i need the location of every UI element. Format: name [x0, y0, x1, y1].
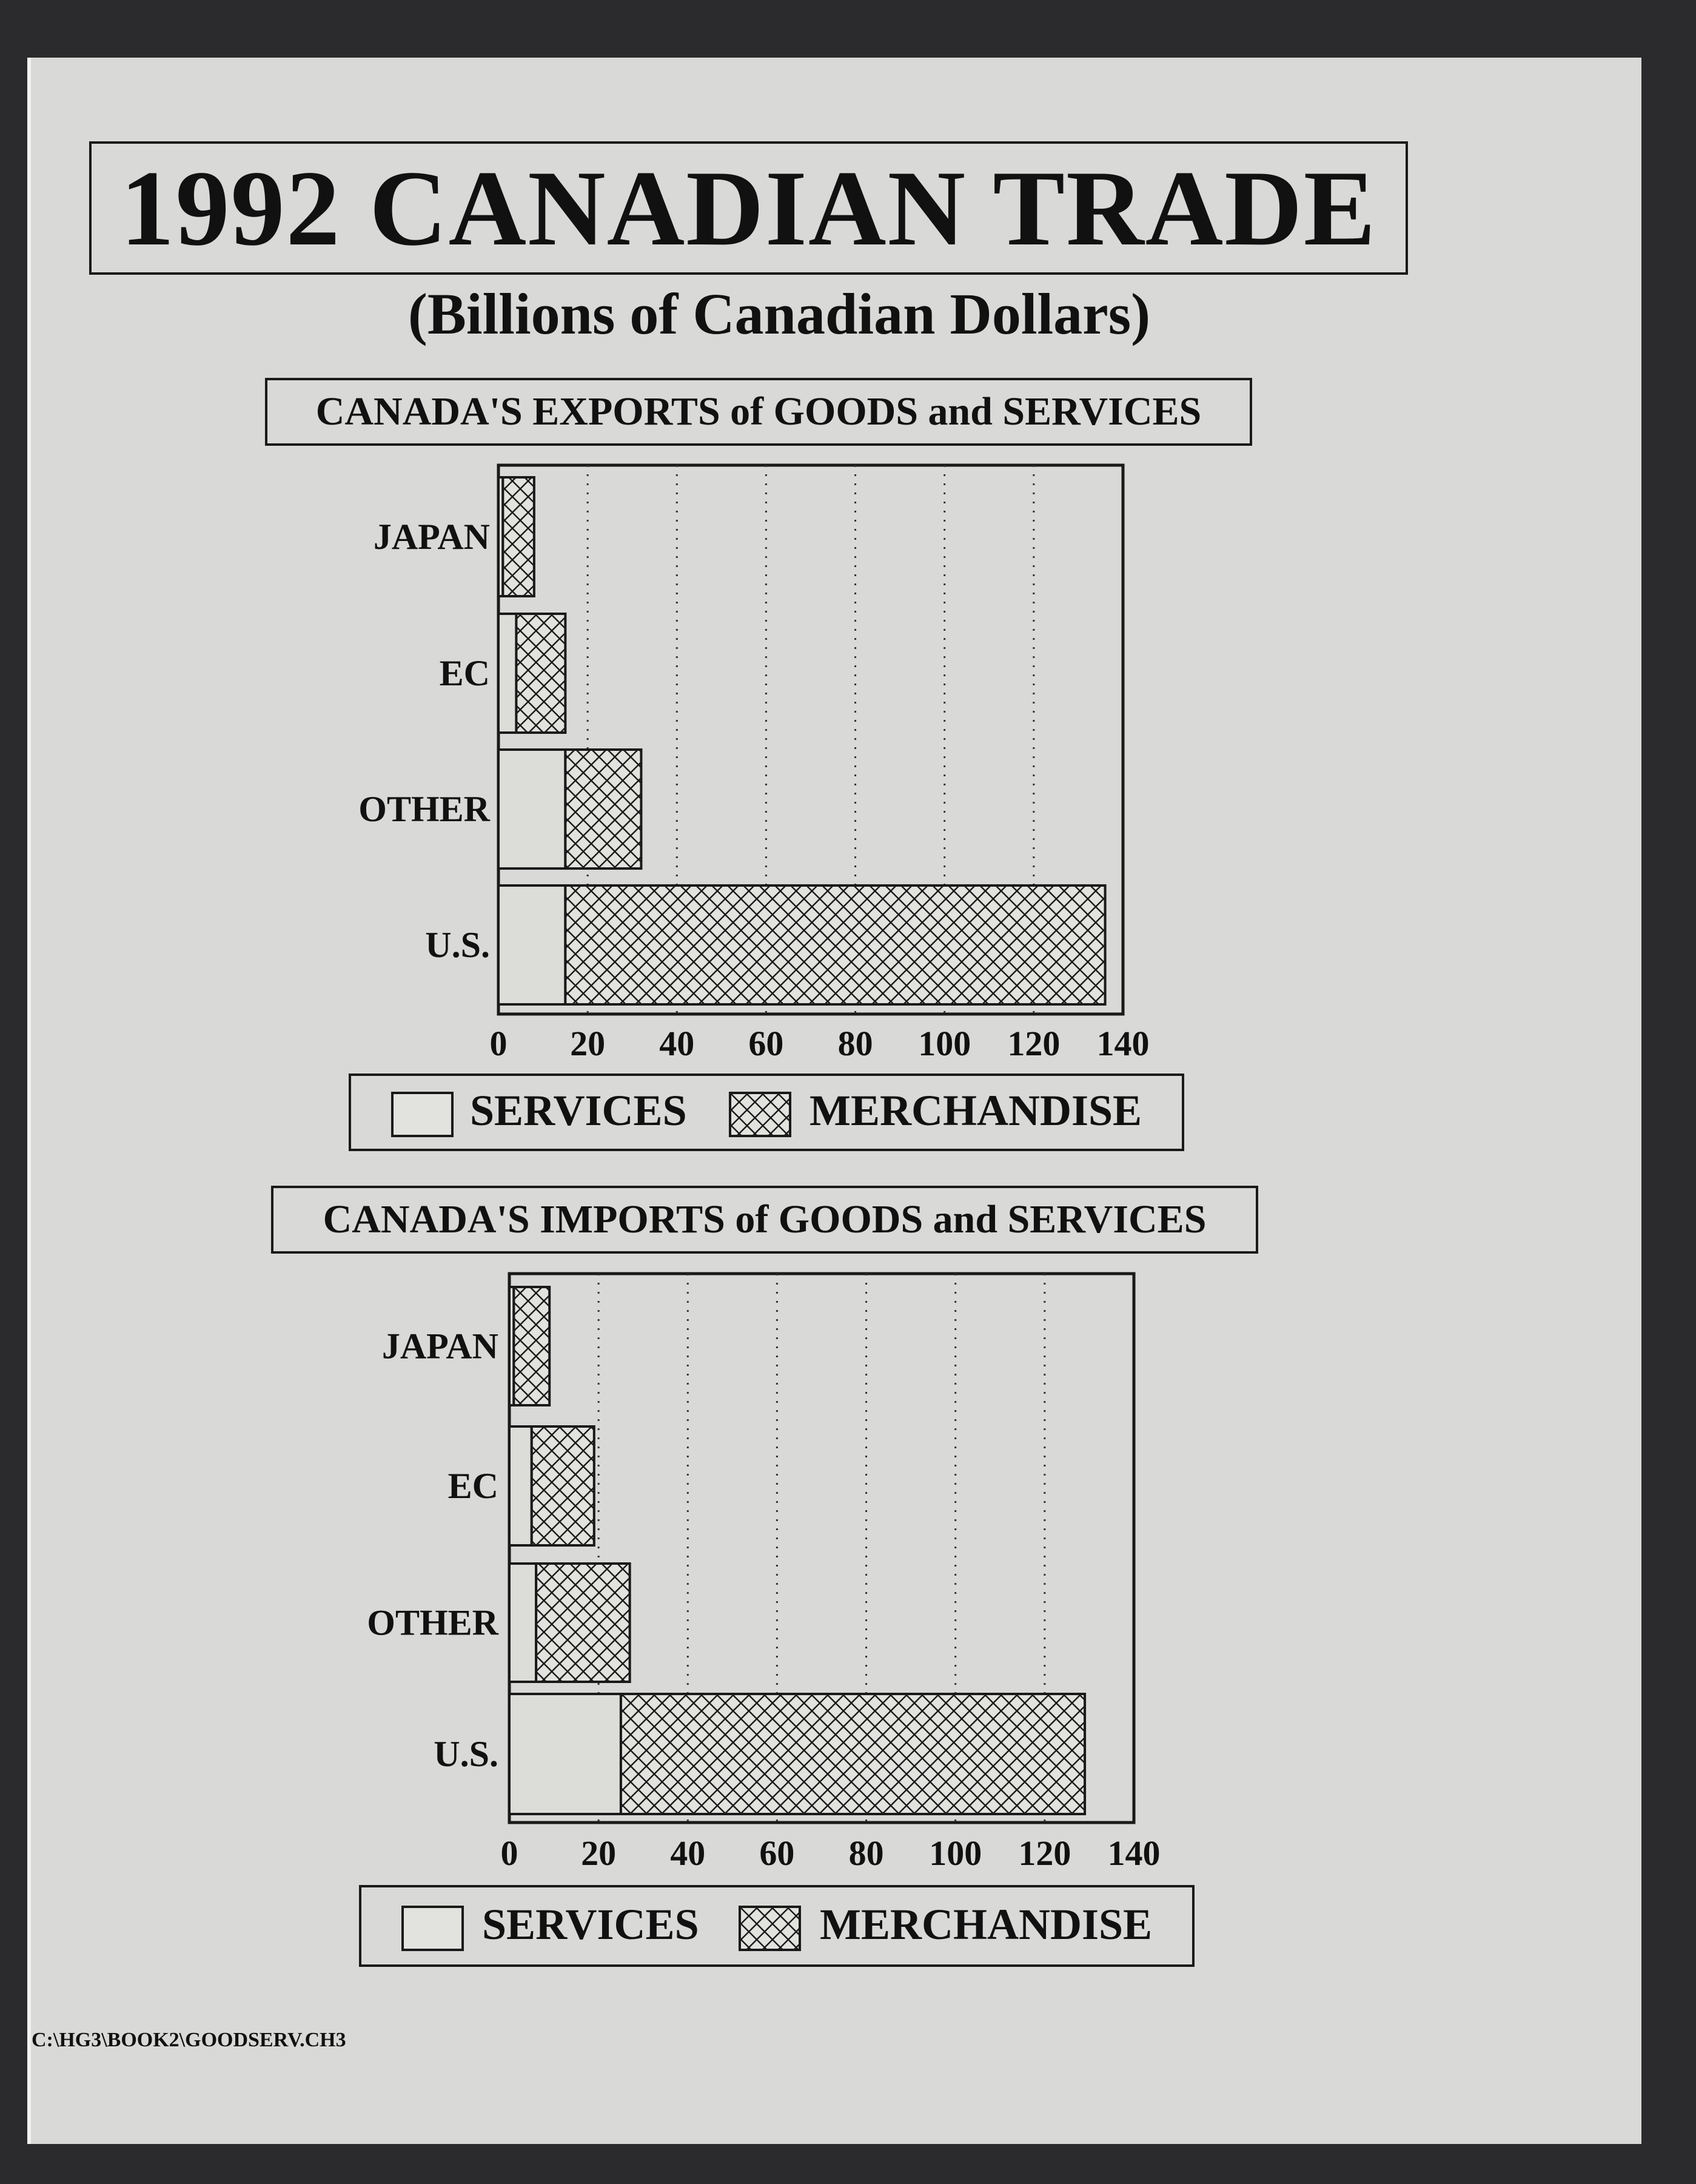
imports-bar-merchandise-other	[536, 1564, 629, 1682]
exports-tick-label: 20	[570, 1024, 606, 1063]
imports-plot	[367, 1274, 1160, 1873]
imports-tick-label: 140	[1107, 1833, 1161, 1873]
exports-tick-label: 120	[1007, 1024, 1061, 1063]
imports-tick-label: 40	[670, 1833, 706, 1873]
exports-bar-services-us	[498, 885, 565, 1004]
exports-category-label: U.S.	[425, 925, 490, 965]
imports-chart-title: CANADA'S IMPORTS of GOODS and SERVICES	[323, 1197, 1207, 1242]
imports-bar-services-us	[509, 1694, 621, 1814]
imports-tick-label: 20	[581, 1833, 617, 1873]
exports-bar-merchandise-ec	[516, 614, 565, 733]
exports-legend-merchandise-label: MERCHANDISE	[809, 1086, 1142, 1135]
exports-tick-label: 140	[1096, 1024, 1150, 1063]
exports-plot	[358, 465, 1149, 1063]
imports-category-label: OTHER	[367, 1602, 498, 1643]
exports-legend-merchandise-swatch	[729, 1092, 791, 1137]
exports-category-label: JAPAN	[373, 517, 490, 557]
imports-legend-merchandise-swatch	[739, 1906, 801, 1951]
exports-bar-merchandise-japan	[503, 477, 534, 596]
imports-category-label: EC	[447, 1466, 498, 1506]
imports-tick-label: 120	[1018, 1833, 1071, 1873]
exports-bar-merchandise-other	[565, 750, 641, 869]
exports-bar-merchandise-us	[565, 885, 1105, 1004]
exports-legend-services-swatch	[391, 1092, 454, 1137]
exports-tick-label: 0	[489, 1024, 508, 1063]
exports-tick-label: 60	[748, 1024, 784, 1063]
exports-tick-label: 40	[659, 1024, 695, 1063]
file-path-footer: C:\HG3\BOOK2\GOODSERV.CH3	[32, 2029, 346, 2051]
imports-category-label: JAPAN	[381, 1326, 498, 1366]
exports-legend-services-label: SERVICES	[470, 1086, 687, 1135]
imports-tick-label: 80	[848, 1833, 884, 1873]
page-title: 1992 CANADIAN TRADE	[120, 148, 1377, 268]
imports-legend-merchandise-label: MERCHANDISE	[820, 1900, 1153, 1949]
exports-tick-label: 80	[837, 1024, 873, 1063]
imports-bar-services-other	[509, 1564, 536, 1682]
exports-category-label: OTHER	[358, 789, 490, 829]
exports-tick-label: 100	[918, 1024, 971, 1063]
imports-bar-services-ec	[509, 1426, 532, 1545]
imports-bar-merchandise-us	[621, 1694, 1085, 1814]
imports-legend-services-swatch	[401, 1906, 464, 1951]
imports-tick-label: 100	[929, 1833, 982, 1873]
exports-bar-services-other	[498, 750, 565, 869]
exports-bar-services-ec	[498, 614, 516, 733]
imports-tick-label: 60	[759, 1833, 795, 1873]
exports-category-label: EC	[439, 653, 490, 693]
imports-bar-merchandise-ec	[532, 1426, 594, 1545]
page-subtitle: (Billions of Canadian Dollars)	[407, 281, 1151, 346]
imports-category-label: U.S.	[434, 1734, 498, 1774]
imports-legend-services-label: SERVICES	[482, 1900, 699, 1949]
imports-bar-merchandise-japan	[514, 1287, 549, 1405]
exports-chart-title: CANADA'S EXPORTS of GOODS and SERVICES	[315, 389, 1202, 434]
imports-tick-label: 0	[500, 1833, 518, 1873]
